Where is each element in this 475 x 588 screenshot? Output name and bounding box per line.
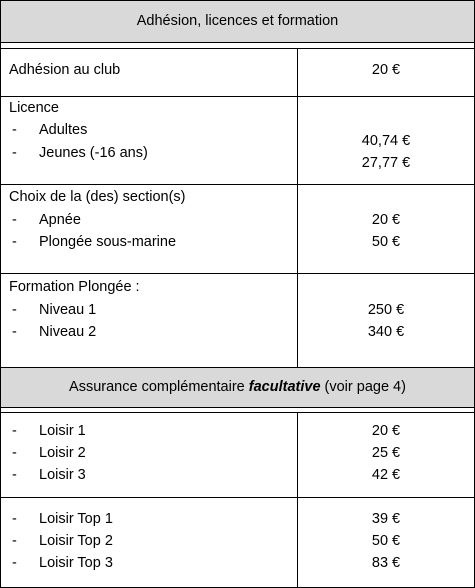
row-formation-label-cell (1, 274, 298, 367)
row-section-choice (1, 184, 474, 273)
loisir-top-bullet: - (12, 533, 17, 549)
row-formation-value-cell (298, 274, 474, 367)
loisir-item-1: Loisir 1 (39, 423, 86, 439)
row-licence-value-cell (298, 97, 474, 184)
licence-item-jeunes: Jeunes (-16 ans) (39, 145, 148, 161)
loisir-bullet: - (12, 467, 17, 483)
loisir-top-value-3: 83 € (371, 555, 401, 571)
row-loisir-label-cell (1, 413, 298, 497)
row-loisir-value-cell (298, 413, 474, 497)
section-choice-bullet: - (12, 234, 17, 250)
formation-bullet: - (12, 302, 17, 318)
loisir-bullet: - (12, 423, 17, 439)
formation-value-niveau-1: 250 € (367, 302, 405, 318)
formation-value-niveau-2: 340 € (367, 324, 405, 340)
adhesion-label: Adhésion au club (9, 62, 121, 78)
assurance-header-suffix: (voir page 4) (320, 379, 406, 395)
licence-value-adultes: 40,74 € (361, 133, 411, 149)
loisir-top-bullet: - (12, 555, 17, 571)
loisir-bullet: - (12, 445, 17, 461)
formation-item-niveau-1: Niveau 1 (39, 302, 97, 318)
row-formation (1, 273, 474, 367)
loisir-top-item-1: Loisir Top 1 (39, 511, 113, 527)
formation-title: Formation Plongée : (9, 279, 140, 295)
loisir-top-bullet: - (12, 511, 17, 527)
row-licence (1, 96, 474, 184)
loisir-top-item-3: Loisir Top 3 (39, 555, 113, 571)
loisir-value-1: 20 € (371, 423, 401, 439)
adhesion-header-title: Adhésion, licences et formation (136, 13, 339, 29)
loisir-value-3: 42 € (371, 467, 401, 483)
assurance-header-prefix: Assurance complémentaire (69, 379, 249, 395)
row-loisir-top (1, 497, 474, 588)
row-licence-label-cell (1, 97, 298, 184)
licence-bullet: - (12, 145, 17, 161)
row-adhesion (1, 48, 474, 96)
adhesion-section-header (1, 0, 474, 43)
row-section-choice-value-cell (298, 185, 474, 273)
licence-bullet: - (12, 122, 17, 138)
row-section-choice-label-cell (1, 185, 298, 273)
row-adhesion-label-cell (1, 49, 298, 96)
row-loisir (1, 412, 474, 497)
section-value-plongee: 50 € (371, 234, 401, 250)
loisir-top-value-2: 50 € (371, 533, 401, 549)
row-loisir-top-label-cell (1, 498, 298, 588)
row-loisir-top-value-cell (298, 498, 474, 588)
loisir-item-2: Loisir 2 (39, 445, 86, 461)
assurance-section-header (1, 367, 474, 408)
loisir-top-value-1: 39 € (371, 511, 401, 527)
formation-item-niveau-2: Niveau 2 (39, 324, 97, 340)
loisir-value-2: 25 € (371, 445, 401, 461)
licence-value-jeunes: 27,77 € (361, 155, 411, 171)
section-choice-title: Choix de la (des) section(s) (9, 189, 186, 205)
row-adhesion-value-cell (298, 49, 474, 96)
formation-bullet: - (12, 324, 17, 340)
adhesion-value: 20 € (371, 62, 401, 78)
licence-item-adultes: Adultes (39, 122, 88, 138)
loisir-top-item-2: Loisir Top 2 (39, 533, 113, 549)
section-choice-bullet: - (12, 212, 17, 228)
section-item-plongee: Plongée sous-marine (39, 234, 177, 250)
licence-title: Licence (9, 100, 59, 116)
loisir-item-3: Loisir 3 (39, 467, 86, 483)
section-value-apnee: 20 € (371, 212, 401, 228)
assurance-header-emphasis: facultative (248, 379, 321, 395)
section-item-apnee: Apnée (39, 212, 81, 228)
